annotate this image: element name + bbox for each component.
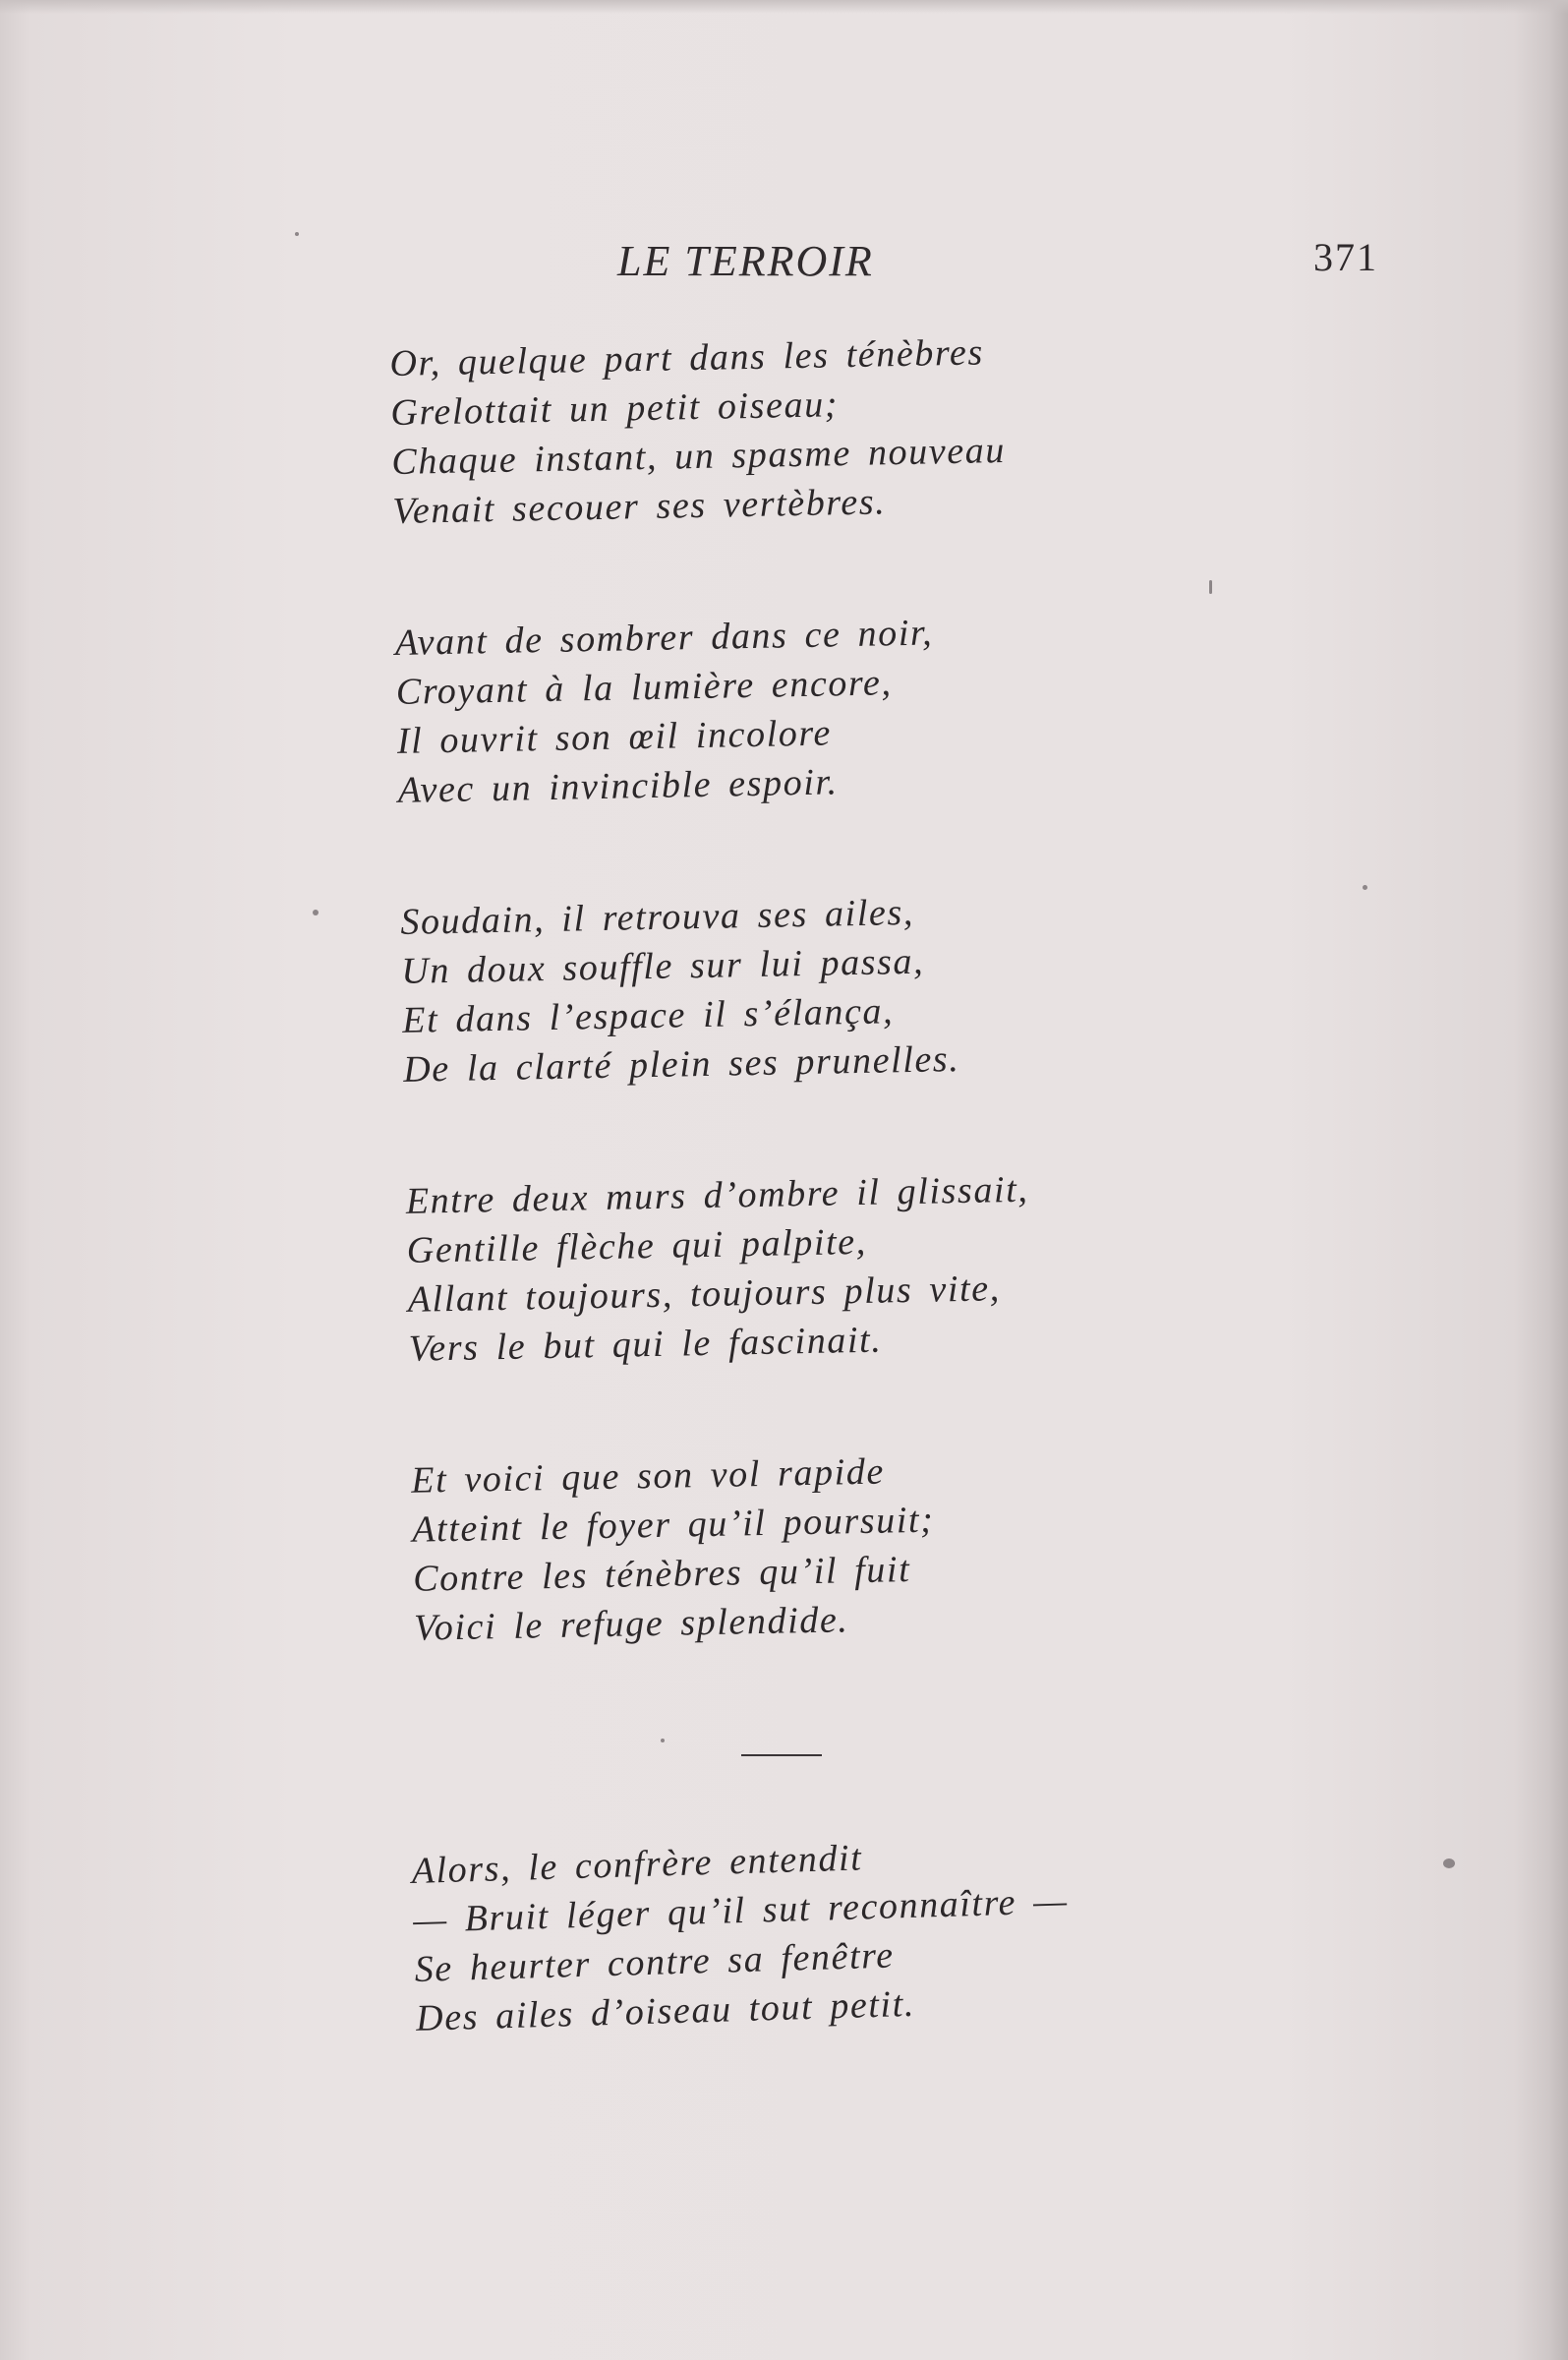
verse-line: Vers le but qui le fascinait.: [408, 1319, 883, 1370]
section-divider-rule: [741, 1754, 822, 1756]
stanza-3: [400, 881, 1289, 1094]
verse-line: Or, quelque part dans les ténèbres: [389, 331, 985, 384]
stanza-5: [411, 1440, 1300, 1653]
paper-speck: [295, 232, 299, 236]
paper-speck: [661, 1739, 665, 1742]
final-stanza: [411, 1820, 1302, 2043]
verse-line: Soudain, il retrouva ses ailes,: [399, 891, 915, 943]
verse-line: Voici le refuge splendide.: [413, 1599, 849, 1649]
verse-line: Alors, le confrère entendit: [411, 1837, 863, 1892]
verse-line: Contre les ténèbres qu’il fuit: [412, 1549, 911, 1600]
running-head: LE TERROIR: [617, 237, 874, 285]
verse-line: Avant de sombrer dans ce noir,: [394, 612, 934, 664]
verse-line: Et voici que son vol rapide: [410, 1450, 886, 1502]
paper-speck: [1209, 580, 1212, 594]
page-number: 371: [1313, 235, 1378, 279]
page-top-edge: [0, 0, 1568, 14]
stanza-1: [389, 323, 1278, 536]
paper-speck: [313, 910, 319, 915]
verse-line: Entre deux murs d’ombre il glissait,: [405, 1168, 1029, 1222]
verse-line: Se heurter contre sa fenêtre: [414, 1934, 896, 1990]
verse-line: Et dans l’espace il s’élança,: [401, 990, 895, 1041]
verse-line: Venait secouer ses vertèbres.: [391, 481, 887, 532]
verse-line: Chaque instant, un spasme nouveau: [390, 429, 1007, 483]
verse-line: Un doux souffle sur lui passa,: [400, 940, 925, 992]
verse-line: Des ailes d’oiseau tout petit.: [415, 1982, 916, 2039]
verse-line: Croyant à la lumière encore,: [395, 662, 893, 713]
paper-speck: [1363, 885, 1367, 890]
poem-body: [389, 323, 1301, 1736]
verse-line: — Bruit léger qu’il sut reconnaître —: [412, 1880, 1070, 1941]
stanza-4: [405, 1160, 1294, 1374]
verse-line: Gentille flèche qui palpite,: [406, 1220, 868, 1271]
verse-line: Avec un invincible espoir.: [397, 761, 840, 811]
stanza-2: [394, 602, 1283, 815]
verse-line: Grelottait un petit oiseau;: [390, 384, 840, 434]
verse-line: Atteint le foyer qu’il poursuit;: [411, 1499, 935, 1551]
paper-speck: [1443, 1858, 1455, 1868]
verse-line: De la clarté plein ses prunelles.: [402, 1037, 960, 1091]
verse-line: Allant toujours, toujours plus vite,: [407, 1268, 1002, 1321]
verse-line: Il ouvrit son œil incolore: [396, 712, 833, 762]
